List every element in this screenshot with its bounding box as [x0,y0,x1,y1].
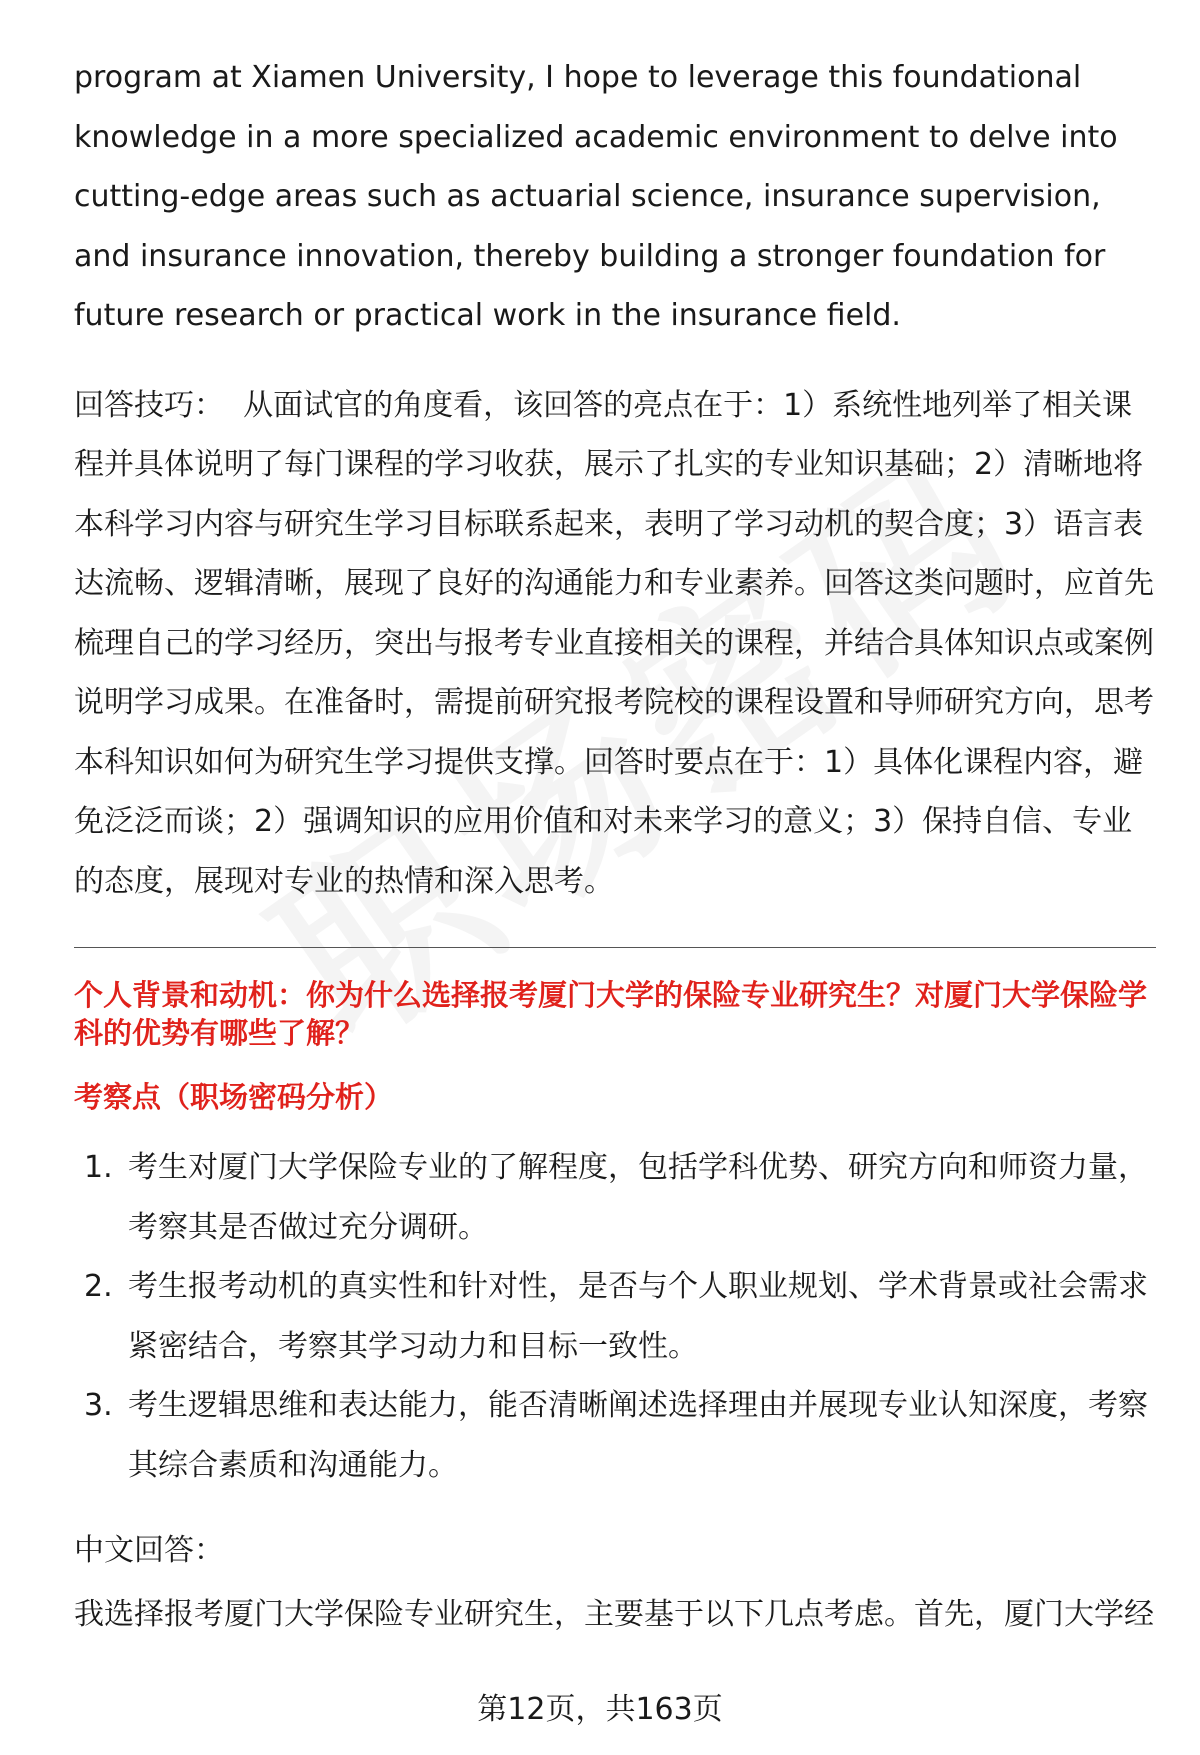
list-item [74,1257,1154,1376]
answer-tips-paragraph: 回答技巧： 从面试官的角度看，该回答的亮点在于：1）系统性地列举了相关课程并具体说明了每门课程的学习收获，展示了扎实的专业知识基础；2）清晰地将本科学习内容与研究生学习目标联系起来，表明了学习动机的契合度；3）语言表达流畅、逻辑清晰，展现了良好的沟通能力和专业素养。回答这类问题时，应首先梳理自己的学习经历，突出与报考专业直接相关的课程，并结合具体知识点或案例说明学习成果。在准备时，需提前研究报考院校的课程设置和导师研究方向，思考本科知识如何为研究生学习提供支撑。回答时要点在于：1）具体化课程内容，避免泛泛而谈；2）强调知识的应用价值和对未来学习的意义；3）保持自信、专业的态度，展现对专业的热情和深入思考。 [74,387,1154,899]
list-item-number: 2. [84,1269,113,1304]
list-item [74,1138,1154,1257]
assessment-points-heading: 考察点（职场密码分析） [74,1080,394,1114]
intro-paragraph: program at Xiamen University, I hope to leverage this foundational knowledge in a more specialized academic environment to delve into cutting-edge areas such as actuarial science, insurance supervision, and insurance innovation, thereby building a stronger foundation for future research or practical work in the insurance field. [74,60,1128,333]
list-item-number: 3. [84,1388,113,1423]
chinese-answer-label: 中文回答： [74,1533,224,1568]
question-heading: 个人背景和动机：你为什么选择报考厦门大学的保险专业研究生？对厦门大学保险学科的优势有哪些了解？ [74,978,1148,1050]
list-item [74,1376,1154,1495]
list-item-text: 考生对厦门大学保险专业的了解程度，包括学科优势、研究方向和师资力量，考察其是否做过充分调研。 [128,1150,1148,1245]
section-divider [74,947,1156,948]
document-page [74,48,1154,1641]
list-item-text: 考生报考动机的真实性和针对性，是否与个人职业规划、学术背景或社会需求紧密结合，考察其学习动力和目标一致性。 [128,1269,1148,1364]
assessment-points-list [74,1138,1154,1495]
page-number-footer: 第12页，共163页 [477,1692,723,1727]
list-item-text: 考生逻辑思维和表达能力，能否清晰阐述选择理由并展现专业认知深度，考察其综合素质和沟通能力。 [128,1388,1148,1483]
list-item-number: 1. [84,1150,113,1185]
chinese-answer-text: 我选择报考厦门大学保险专业研究生，主要基于以下几点考虑。首先，厦门大学经 [74,1597,1154,1632]
